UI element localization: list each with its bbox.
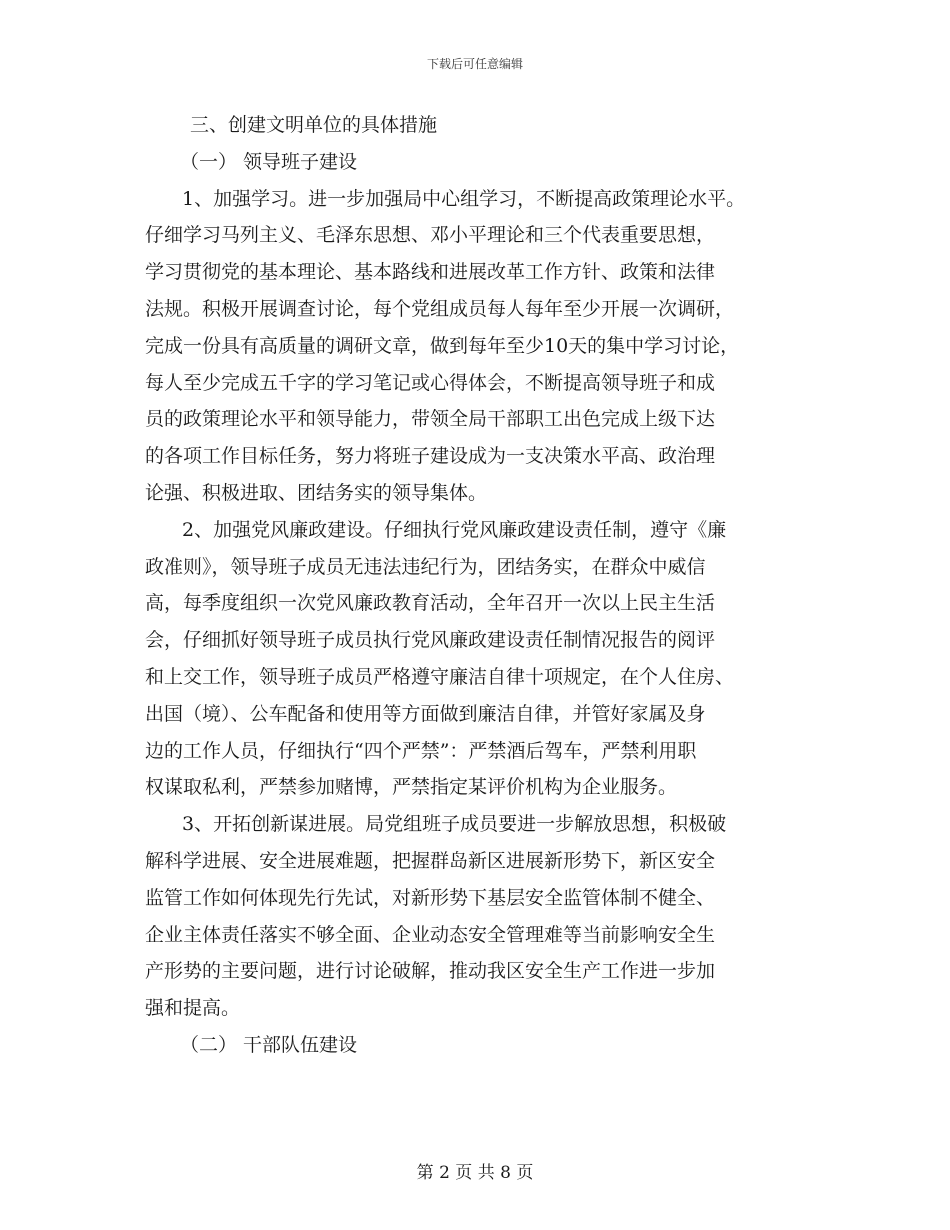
body-line: 监管工作如何体现先行先试，对新形势下基层安全监管体制不健全、 [145, 886, 716, 909]
body-line: 1、加强学习。进一步加强局中心组学习，不断提高政策理论水平。 [182, 187, 746, 210]
page-number: 第 2 页 共 8 页 [416, 1163, 534, 1183]
body-line: 政准则》，领导班子成员无违法违纪行为，团结务实，在群众中威信 [145, 555, 706, 578]
body-line: 法规。积极开展调查讨论，每个党组成员每人每年至少开展一次调研， [145, 297, 735, 320]
body-line: 的各项工作目标任务，努力将班子建设成为一支决策水平高、政治理 [145, 445, 716, 468]
body-line: 学习贯彻党的基本理论、基本路线和进展改革工作方针、政策和法律 [145, 261, 716, 284]
body-line: 2、加强党风廉政建设。仔细执行党风廉政建设责任制，遵守《廉 [182, 518, 727, 541]
body-line: 权谋取私利，严禁参加赌博，严禁指定某评价机构为企业服务。 [145, 776, 678, 799]
body-line: 高，每季度组织一次党风廉政教育活动，全年召开一次以上民主生活 [145, 592, 716, 615]
body-line: 出国（境）、公车配备和使用等方面做到廉洁自律，并管好家属及身 [145, 702, 706, 725]
body-line: 每人至少完成五千字的学习笔记或心得体会，不断提高领导班子和成 [145, 371, 716, 394]
body-line: 3、开拓创新谋进展。局党组班子成员要进一步解放思想，积极破 [182, 813, 727, 836]
body-line: 员的政策理论水平和领导能力，带领全局干部职工出色完成上级下达 [145, 408, 716, 431]
body-line: 和上交工作，领导班子成员严格遵守廉洁自律十项规定，在个人住房、 [145, 665, 735, 688]
page-header-note: 下载后可任意编辑 [426, 57, 523, 71]
body-line: 解科学进展、安全进展难题，把握群岛新区进展新形势下，新区安全 [145, 849, 716, 872]
body-line: 强和提高。 [145, 997, 241, 1020]
body-line: 企业主体责任落实不够全面、企业动态安全管理难等当前影响安全生 [145, 923, 716, 946]
section-heading: （二） 干部队伍建设 [180, 1033, 358, 1056]
body-line: 论强、积极进取、团结务实的领导集体。 [145, 481, 488, 504]
section-heading: （一） 领导班子建设 [180, 150, 358, 173]
body-line: 产形势的主要问题，进行讨论破解，推动我区安全生产工作进一步加 [145, 960, 716, 983]
document-body [145, 107, 825, 1064]
body-line: 仔细学习马列主义、毛泽东思想、邓小平理论和三个代表重要思想， [145, 224, 716, 247]
body-line: 完成一份具有高质量的调研文章，做到每年至少10天的集中学习讨论， [145, 334, 740, 357]
body-line: 边的工作人员，仔细执行“四个严禁”：严禁酒后驾车，严禁利用职 [145, 739, 697, 762]
body-line: 会，仔细抓好领导班子成员执行党风廉政建设责任制情况报告的阅评 [145, 629, 716, 652]
section-heading: 三、创建文明单位的具体措施 [190, 114, 438, 136]
